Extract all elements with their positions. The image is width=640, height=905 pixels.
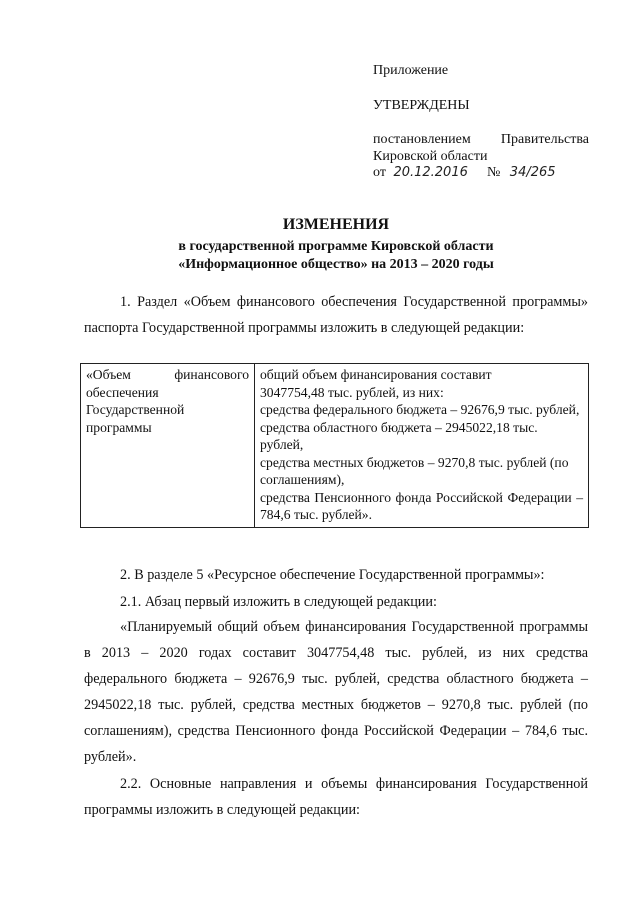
decree-date-line: [373, 164, 556, 181]
approved-label: УТВЕРЖДЕНЫ: [373, 98, 470, 113]
table-line: средства федерального бюджета – 92676,9 тыс. рублей,: [260, 402, 580, 417]
decree-line-1: постановлением Правительства: [373, 132, 589, 147]
date-prefix: от: [373, 165, 386, 180]
decree-line-2: Кировской области: [373, 149, 488, 164]
table-line: общий объем финансирования составит: [260, 367, 492, 382]
document-title: ИЗМЕНЕНИЯ: [282, 216, 390, 233]
appendix-label: Приложение: [373, 63, 449, 78]
table-row: [81, 364, 589, 528]
document-subtitle-line-2: «Информационное общество» на 2013 – 2020 годы: [178, 257, 494, 272]
table-cell-content: [255, 364, 589, 528]
paragraph-2: 2. В разделе 5 «Ресурсное обеспечение Государственной программы»:: [120, 567, 545, 583]
handwritten-date: 20.12.2016: [393, 165, 468, 180]
paragraph-5: 2.2. Основные направления и объемы финансирования Государственной программы изложить в следующей редакции:: [84, 776, 588, 818]
document-subtitle-line-1: в государственной программе Кировской области: [178, 239, 494, 254]
paragraph-3: 2.1. Абзац первый изложить в следующей редакции:: [120, 594, 437, 610]
financing-table: [80, 363, 589, 528]
number-prefix: №: [486, 165, 501, 180]
handwritten-number: 34/265: [509, 165, 556, 180]
table-line: средства Пенсионного фонда Российской Федерации – 784,6 тыс. рублей».: [260, 489, 583, 522]
table-line: средства областного бюджета – 2945022,18 тыс. рублей,: [260, 419, 538, 452]
table-cell-label: «Объем финансового обеспечения Государственной программы: [81, 364, 255, 528]
paragraph-4: «Планируемый общий объем финансирования Государственной программы в 2013 – 2020 годах составит 3047754,48 тыс. рублей, из них средства федерального бюджета – 92676,9 тыс. рублей, средства областного бюджета – 2945022,18 тыс. рублей, средства местных бюджетов – 9270,8 тыс. рублей (по соглашениям), средства Пенсионного фонда Российской Федерации – 784,6 тыс. рублей».: [84, 619, 588, 765]
paragraph-1: 1. Раздел «Объем финансового обеспечения Государственной программы» паспорта Государственной программы изложить в следующей редакции:: [84, 294, 588, 336]
table-line: средства местных бюджетов – 9270,8 тыс. рублей (по соглашениям),: [260, 454, 569, 487]
table-line: 3047754,48 тыс. рублей, из них:: [260, 384, 444, 400]
